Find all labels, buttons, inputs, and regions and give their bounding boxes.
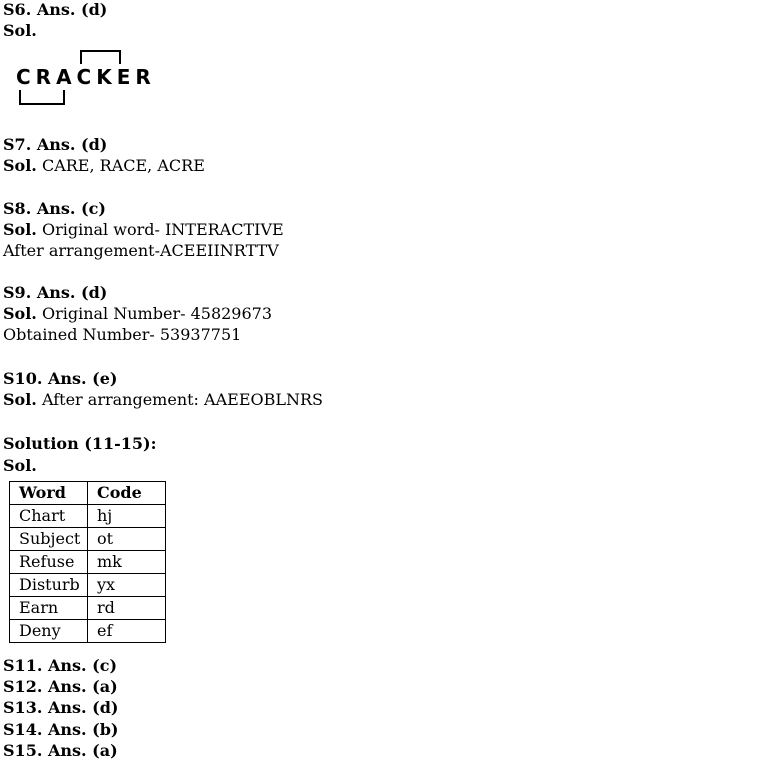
s6-answer: S6. Ans. (d) <box>3 0 108 19</box>
s9-sol-text: Original Number- 45829673 <box>36 304 273 323</box>
s9-answer: S9. Ans. (d) <box>3 283 108 302</box>
s7-sol-label: Sol. <box>3 156 37 175</box>
s8-sol-label: Sol. <box>3 220 37 239</box>
code-cell: ot <box>88 528 166 551</box>
solution-11-15-heading: Solution (11-15): <box>3 434 157 453</box>
header-word: Word <box>10 482 88 505</box>
s7-sol-text: CARE, RACE, ACRE <box>36 156 205 175</box>
table-row <box>10 620 166 643</box>
word-cell: Refuse <box>10 551 88 574</box>
header-code: Code <box>88 482 166 505</box>
word-cell: Disturb <box>10 574 88 597</box>
code-cell: mk <box>88 551 166 574</box>
table-row <box>10 505 166 528</box>
word-cell: Chart <box>10 505 88 528</box>
code-cell: hj <box>88 505 166 528</box>
s8-line2: After arrangement-ACEEIINRTTV <box>3 241 279 260</box>
s9-solution <box>3 304 272 324</box>
table-row <box>10 551 166 574</box>
top-bracket <box>80 50 121 64</box>
s10-sol-text: After arrangement: AAEEOBLNRS <box>36 390 324 409</box>
s15-answer: S15. Ans. (a) <box>3 741 118 760</box>
s10-solution <box>3 390 323 410</box>
table-row <box>10 528 166 551</box>
s8-answer: S8. Ans. (c) <box>3 199 106 218</box>
table-row <box>10 574 166 597</box>
s14-answer: S14. Ans. (b) <box>3 720 119 739</box>
table-row <box>10 597 166 620</box>
word-cell: Deny <box>10 620 88 643</box>
s12-answer: S12. Ans. (a) <box>3 677 118 696</box>
s7-answer: S7. Ans. (d) <box>3 135 108 154</box>
bottom-bracket <box>19 90 65 105</box>
solution-11-15-sol-label: Sol. <box>3 456 37 475</box>
code-cell: ef <box>88 620 166 643</box>
code-cell: yx <box>88 574 166 597</box>
s8-solution <box>3 220 284 240</box>
s7-solution <box>3 156 205 176</box>
code-cell: rd <box>88 597 166 620</box>
word-cell: Subject <box>10 528 88 551</box>
s10-sol-label: Sol. <box>3 390 37 409</box>
cracker-word: CRACKER <box>16 65 156 89</box>
s9-sol-label: Sol. <box>3 304 37 323</box>
s11-answer: S11. Ans. (c) <box>3 656 118 675</box>
s6-sol-label: Sol. <box>3 21 37 40</box>
word-cell: Earn <box>10 597 88 620</box>
word-code-table <box>9 481 166 643</box>
s13-answer: S13. Ans. (d) <box>3 698 119 717</box>
s9-line2: Obtained Number- 53937751 <box>3 325 242 344</box>
table-header-row <box>10 482 166 505</box>
s10-answer: S10. Ans. (e) <box>3 369 118 388</box>
s8-sol-text: Original word- INTERACTIVE <box>36 220 284 239</box>
